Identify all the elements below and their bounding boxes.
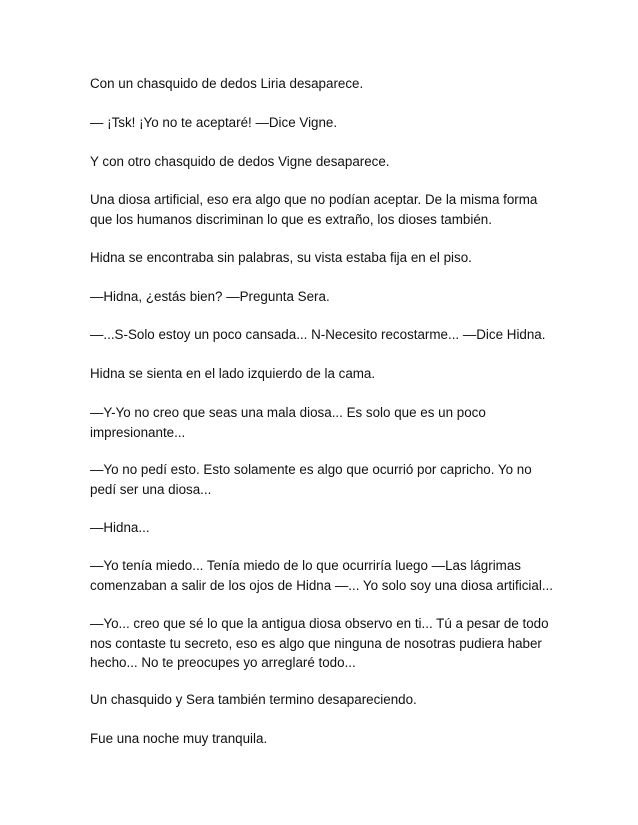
paragraph	[90, 614, 560, 673]
text-line: Y con otro chasquido de dedos Vigne desaparece.	[90, 154, 390, 169]
paragraph	[90, 403, 560, 442]
paragraph	[90, 364, 560, 384]
text-line: —Hidna, ¿estás bien? —Pregunta Sera.	[90, 289, 330, 304]
text-line: —Yo no pedí esto. Esto solamente es algo que ocurrió por capricho. Yo no	[90, 462, 532, 477]
text-line: Una diosa artificial, eso era algo que no podían aceptar. De la misma forma	[90, 192, 538, 207]
text-line: Hidna se sienta en el lado izquierdo de la cama.	[90, 366, 376, 381]
text-line: impresionante...	[90, 424, 186, 440]
paragraph	[90, 113, 560, 133]
paragraph	[90, 325, 560, 345]
text-line: Hidna se encontraba sin palabras, su vista estaba fija en el piso.	[90, 250, 472, 265]
text-line: nos contaste tu secreto, eso es algo que ninguna de nosotras pudiera haber	[90, 635, 542, 651]
text-line: comenzaban a salir de los ojos de Hidna —... Yo solo soy una diosa artificial...	[90, 577, 553, 593]
text-line: —Yo tenía miedo... Tenía miedo de lo que ocurriría luego —Las lágrimas	[90, 558, 521, 573]
text-line: —Hidna...	[90, 520, 150, 535]
text-line: hecho... No te preocupes yo arreglaré todo...	[90, 655, 356, 670]
paragraph	[90, 248, 560, 268]
text-line: Fue una noche muy tranquila.	[90, 731, 268, 746]
paragraph	[90, 190, 560, 229]
paragraph	[90, 518, 560, 538]
text-line: Un chasquido y Sera también termino desapareciendo.	[90, 692, 417, 707]
paragraph	[90, 152, 560, 172]
text-line: que los humanos discriminan lo que es extraño, los dioses también.	[90, 211, 492, 227]
text-line: —Yo... creo que sé lo que la antigua diosa observo en ti... Tú a pesar de todo	[90, 616, 549, 631]
text-line: —Y-Yo no creo que seas una mala diosa... Es solo que es un poco	[90, 405, 486, 420]
paragraph	[90, 287, 560, 307]
paragraph	[90, 460, 560, 499]
text-line: —...S-Solo estoy un poco cansada... N-Necesito recostarme... —Dice Hidna.	[90, 327, 546, 342]
text-line: pedí ser una diosa...	[90, 481, 212, 497]
paragraph	[90, 729, 560, 749]
paragraph	[90, 690, 560, 710]
paragraph	[90, 556, 560, 595]
text-line: Con un chasquido de dedos Liria desaparece.	[90, 76, 364, 91]
paragraph	[90, 74, 560, 94]
text-line: — ¡Tsk! ¡Yo no te aceptaré! —Dice Vigne.	[90, 115, 338, 130]
